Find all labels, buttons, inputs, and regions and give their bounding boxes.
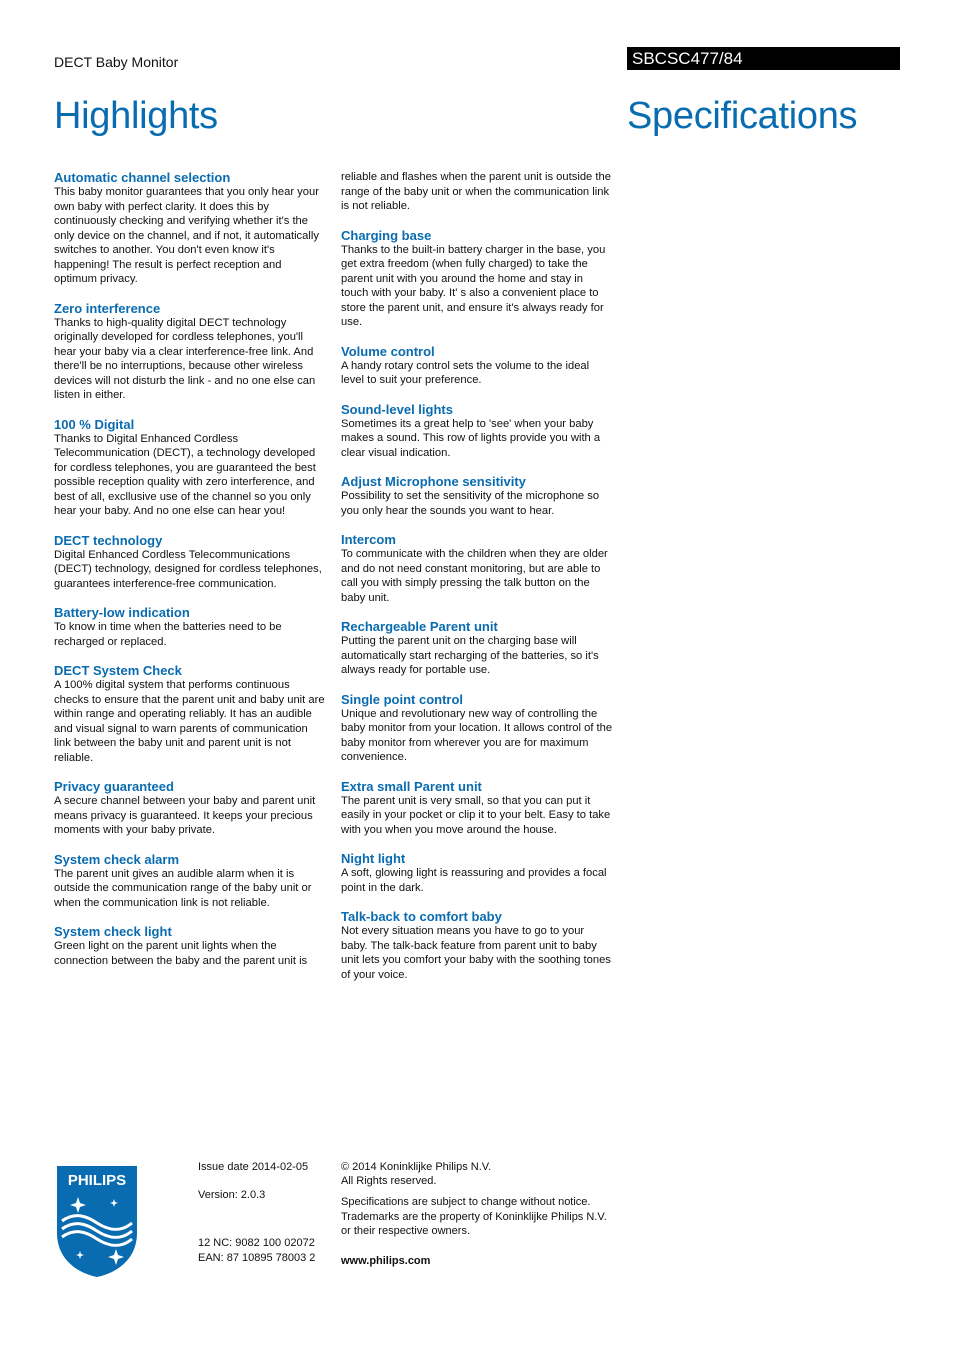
feature-item bbox=[54, 663, 326, 765]
logo-text: PHILIPS bbox=[67, 1172, 127, 1189]
feature-title: Sound-level lights bbox=[341, 401, 453, 417]
product-type: DECT Baby Monitor bbox=[54, 54, 179, 70]
nc-number: 12 NC: 9082 100 02072 bbox=[198, 1237, 315, 1250]
feature-title: Rechargeable Parent unit bbox=[341, 619, 498, 634]
feature-item bbox=[54, 533, 326, 592]
feature-title: System check light bbox=[54, 924, 172, 939]
feature-title: Charging base bbox=[341, 227, 432, 243]
feature-item bbox=[341, 344, 613, 388]
feature-text: A 100% digital system that performs continuous checks to ensure that the parent unit and baby unit are within range and operating reliably. It has an audible and visual signal to warn parents of communication link between the baby unit and parent unit is not reliable. bbox=[54, 679, 325, 764]
feature-text: Not every situation means you have to go to your baby. The talk-back feature from parent unit to baby unit lets you comfort your baby with the soothing tones of your voice. bbox=[341, 925, 611, 981]
feature-text: Thanks to high-quality digital DECT technology originally developed for cordless telephones, you'll hear your baby via a clear interference-free link. And there'll be no interruptions, because other wireless devices will not disturb the link - and no one else can listen in either. bbox=[54, 316, 316, 401]
feature-item bbox=[341, 619, 613, 678]
feature-text: To know in time when the batteries need to be recharged or replaced. bbox=[54, 621, 282, 648]
footer-legal bbox=[341, 1160, 613, 1268]
feature-item bbox=[341, 228, 613, 330]
philips-shield-icon bbox=[54, 1163, 140, 1279]
feature-title: Single point control bbox=[341, 691, 464, 707]
feature-text: The parent unit gives an audible alarm when it is outside the communication range of the baby unit or when the communication link is not reliable. bbox=[54, 867, 312, 909]
feature-text: reliable and flashes when the parent unit is outside the range of the baby unit or when the communication link is not reliable. bbox=[341, 171, 611, 212]
feature-item bbox=[341, 532, 613, 605]
feature-text: The parent unit is very small, so that you can put it easily in your pocket or clip it to your belt. Easy to take with you when you move around the house. bbox=[341, 794, 611, 836]
feature-title: 100 % Digital bbox=[54, 416, 135, 432]
feature-text: To communicate with the children when they are older and do not need constant monitoring, but are able to call you with simply pressing the talk button on the baby unit. bbox=[341, 548, 608, 604]
feature-text: This baby monitor guarantees that you only hear your own baby with perfect clarity. It does this by continuously checking and verifying whether it's the only device on the channel, and if not, it automatically switches to another. You don't even know it's happening! The result is perfect reception and optimum privacy. bbox=[54, 186, 319, 285]
feature-continuation bbox=[341, 170, 613, 214]
version: Version: 2.0.3 bbox=[198, 1189, 266, 1202]
feature-title: Battery-low indication bbox=[54, 605, 190, 620]
feature-text: A soft, glowing light is reassuring and provides a focal point in the dark. bbox=[341, 867, 607, 894]
feature-text: Sometimes its a great help to 'see' when your baby makes a sound. This row of lights provide you with a clear visual indication. bbox=[341, 417, 601, 459]
website-link[interactable]: www.philips.com bbox=[341, 1255, 431, 1268]
footer-doc-info bbox=[198, 1160, 328, 1265]
feature-item bbox=[341, 909, 613, 982]
feature-title: Night light bbox=[341, 851, 406, 866]
feature-text: Possibility to set the sensitivity of the microphone so you only hear the sounds you want to hear. bbox=[341, 490, 600, 517]
feature-item bbox=[341, 692, 613, 765]
feature-title: Privacy guaranteed bbox=[54, 779, 174, 794]
feature-item bbox=[341, 402, 613, 461]
feature-title: Talk-back to comfort baby bbox=[341, 909, 502, 924]
model-number-bar: SBCSC477/84 bbox=[627, 47, 900, 70]
feature-title: Adjust Microphone sensitivity bbox=[341, 474, 526, 489]
feature-title: Automatic channel selection bbox=[54, 170, 231, 185]
feature-title: System check alarm bbox=[54, 851, 180, 867]
highlights-column-1 bbox=[54, 170, 326, 982]
feature-title: Volume control bbox=[341, 343, 435, 359]
feature-text: A secure channel between your baby and parent unit means privacy is guaranteed. It keeps your precious moments with your baby private. bbox=[54, 795, 316, 836]
feature-title: Zero interference bbox=[54, 300, 161, 316]
feature-item bbox=[54, 301, 326, 403]
feature-title: DECT technology bbox=[54, 532, 163, 548]
feature-item bbox=[341, 779, 613, 838]
specifications-title: Specifications bbox=[627, 95, 858, 137]
feature-title: Extra small Parent unit bbox=[341, 778, 482, 794]
feature-text: Thanks to Digital Enhanced Cordless Telecommunication (DECT), a technology developed for cordless telephones, you are guaranteed the best possible reception quality with zero interference, and best of all, excllusive use of the channel so you only hear your baby. And no one else can hear you! bbox=[54, 432, 316, 517]
feature-title: Intercom bbox=[341, 532, 396, 547]
feature-item bbox=[54, 170, 326, 287]
highlights-title: Highlights bbox=[54, 95, 218, 137]
feature-text: Digital Enhanced Cordless Telecommunications (DECT) technology, designed for cordless telephones, guarantees interference-free communication. bbox=[54, 548, 322, 590]
feature-item bbox=[54, 924, 326, 968]
feature-item bbox=[54, 417, 326, 519]
feature-item bbox=[54, 605, 326, 649]
rights-reserved: All Rights reserved. bbox=[341, 1175, 437, 1188]
feature-title: DECT System Check bbox=[54, 663, 182, 678]
legal-notice: Specifications are subject to change without notice. Trademarks are the property of Koninklijke Philips N.V. or their respective owners. bbox=[341, 1196, 607, 1237]
copyright: © 2014 Koninklijke Philips N.V. bbox=[341, 1161, 492, 1173]
highlights-column-2 bbox=[341, 170, 613, 996]
feature-item bbox=[54, 779, 326, 838]
feature-text: Unique and revolutionary new way of controlling the baby monitor from your location. It allows control of the baby monitor from wherever you are for maximum convenience. bbox=[341, 707, 613, 763]
feature-item bbox=[341, 851, 613, 895]
ean-number: EAN: 87 10895 78003 2 bbox=[198, 1251, 316, 1264]
feature-item bbox=[54, 852, 326, 911]
feature-text: Green light on the parent unit lights when the connection between the baby and the parent unit is bbox=[54, 940, 308, 967]
feature-text: A handy rotary control sets the volume to the ideal level to suit your preference. bbox=[341, 359, 590, 386]
feature-text: Putting the parent unit on the charging base will automatically start recharging of the batteries, so it's always ready for portable use. bbox=[341, 635, 599, 676]
feature-item bbox=[341, 474, 613, 518]
issue-date: Issue date 2014-02-05 bbox=[198, 1161, 309, 1173]
feature-text: Thanks to the built-in battery charger in the base, you get extra freedom (when fully charged) to take the parent unit with you around the home and stay in touch with your baby. It' s also a convenient place to store the parent unit, and ensure it's always ready for use. bbox=[341, 243, 606, 328]
